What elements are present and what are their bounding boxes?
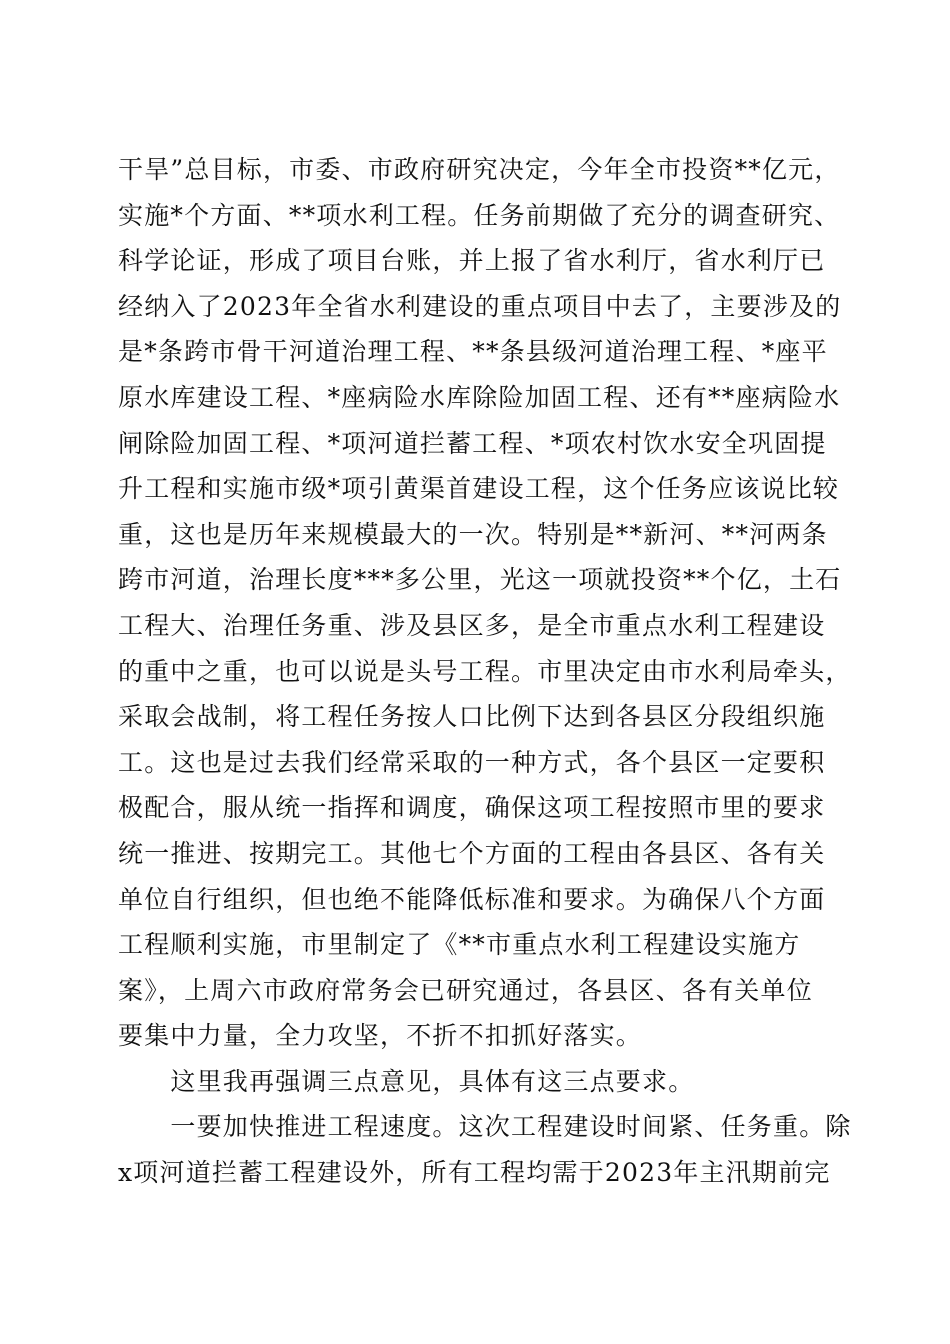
text-line: 重，这也是历年来规模最大的一次。特别是**新河、**河两条 [118,519,828,549]
text-line: 闸除险加固工程、*项河道拦蓄工程、*项农村饮水安全巩固提 [118,428,827,458]
text-line: 是*条跨市骨干河道治理工程、**条县级河道治理工程、*座平 [118,337,828,367]
text-line: 干旱”总目标，市委、市政府研究决定，今年全市投资**亿元， [118,155,841,184]
text-line: 科学论证，形成了项目台账，并上报了省水利厅，省水利厅已 [118,246,826,276]
text-line: x项河道拦蓄工程建设外，所有工程均需于2023年主汛期前完 [118,1158,831,1188]
text-line: 实施*个方面、**项水利工程。任务前期做了充分的调查研究、 [118,200,841,230]
text-line: 案》，上周六市政府常务会已研究通过，各县区、各有关单位 [118,975,813,1005]
text-line: 统一推进、按期完工。其他七个方面的工程由各县区、各有关 [118,838,826,868]
text-line: 一要加快推进工程速度。这次工程建设时间紧、任务重。除 [118,1112,852,1142]
text-line: 的重中之重，也可以说是头号工程。市里决定由市水利局牵头， [118,656,852,686]
body-text [118,147,852,1196]
text-line: 这里我再强调三点意见，具体有这三点要求。 [118,1066,695,1096]
text-line: 工。这也是过去我们经常采取的一种方式，各个县区一定要积 [118,747,826,777]
text-line: 采取会战制，将工程任务按人口比例下达到各县区分段组织施 [118,702,826,732]
text-line: 工程大、治理任务重、涉及县区多，是全市重点水利工程建设 [118,610,826,640]
text-line: 工程顺利实施，市里制定了《**市重点水利工程建设实施方 [118,930,801,960]
text-line: 经纳入了2023年全省水利建设的重点项目中去了，主要涉及的 [118,291,842,321]
text-line: 单位自行组织，但也绝不能降低标准和要求。为确保八个方面 [118,884,826,914]
text-line: 极配合，服从统一指挥和调度，确保这项工程按照市里的要求 [118,793,826,823]
text-line: 跨市河道，治理长度***多公里，光这一项就投资**个亿，土石 [118,565,842,595]
text-line: 原水库建设工程、*座病险水库除险加固工程、还有**座病险水 [118,382,841,412]
text-line: 要集中力量，全力攻坚，不折不扣抓好落实。 [118,1021,643,1051]
text-line: 升工程和实施市级*项引黄渠首建设工程，这个任务应该说比较 [118,474,840,504]
